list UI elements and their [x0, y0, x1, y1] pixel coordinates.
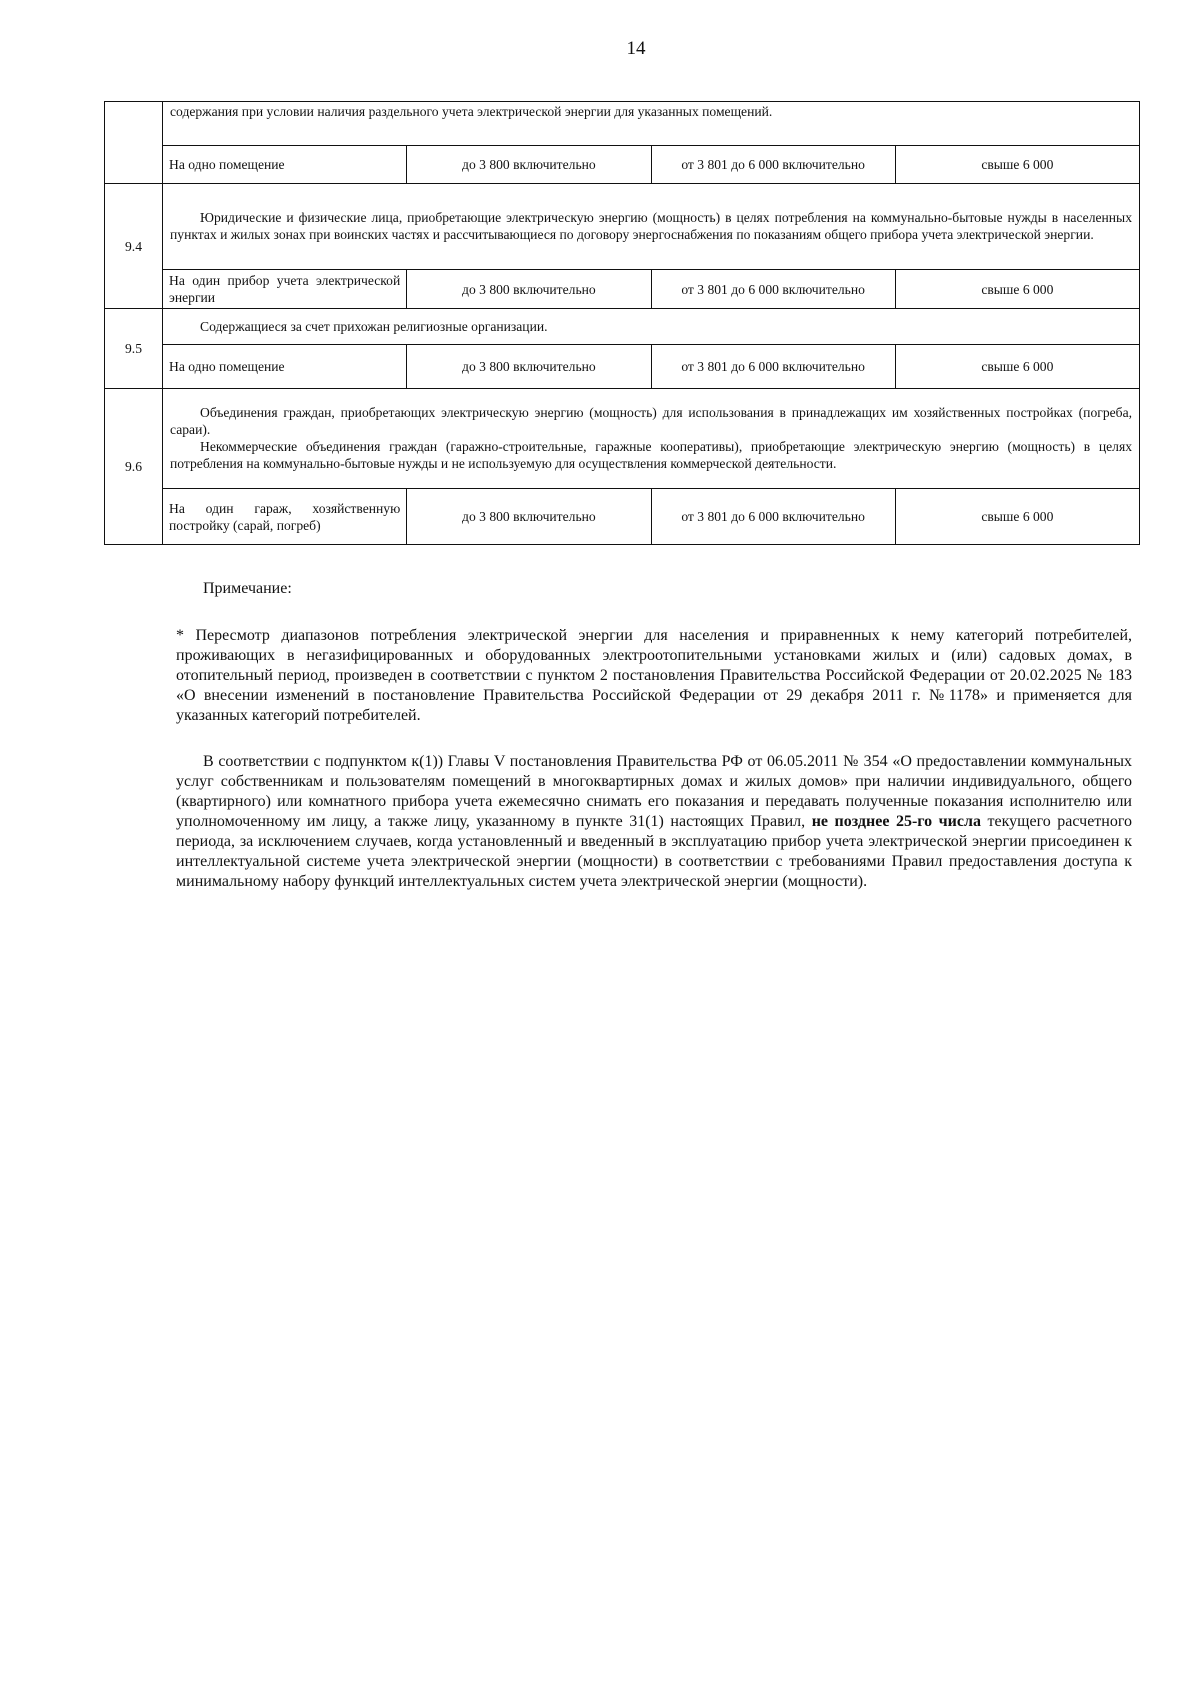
star-note [176, 626, 1132, 726]
table-row [105, 146, 1140, 184]
range-cell-mid: от 3 801 до 6 000 включительно [651, 146, 895, 184]
deadline-bold: не позднее 25-го числа [811, 813, 981, 830]
table-row [105, 102, 1140, 146]
row-description [163, 102, 1140, 146]
row-number-cell: 9.4 [105, 184, 163, 309]
row-number-cell: 9.5 [105, 309, 163, 389]
range-cell-high: свыше 6 000 [895, 489, 1139, 545]
meter-reading-text-end: текущего расчетного периода, за исключением случаев, когда установленный и введенный в эксплуатацию прибор учета электрической энергии присоединен к интеллектуальной системе учета электрической энергии (мощности) в соответствии с требованиями Правил предоставления доступа к минимальному набору функций интеллектуальных систем учета электрической энергии (мощности). [176, 813, 1133, 890]
page-number: 14 [626, 38, 646, 59]
description-text: Юридические и физические лица, приобретающие электрическую энергию (мощность) в целях потребления на коммунально-бытовые нужды в населенных пунктах и жилых зонах при воинских частях и рассчитывающиеся по договору энергоснабжения по показаниям общего прибора учета электрической энергии. [170, 210, 1132, 242]
range-cell-mid: от 3 801 до 6 000 включительно [651, 489, 895, 545]
table-row [105, 184, 1140, 270]
row-description [163, 309, 1140, 345]
range-cell-mid: от 3 801 до 6 000 включительно [651, 270, 895, 309]
star-note-text: * Пересмотр диапазонов потребления электрической энергии для населения и приравненных к нему категорий потребителей, проживающих в негазифицированных и оборудованных электроотопительными установками жилых и (или) садовых домах, в отопительный период, произведен в соответствии с пунктом 2 постановления Правительства Российской Федерации от 20.02.2025 № 183 «О внесении изменений в постановление Правительства Российской Федерации от 29 декабря 2011 г. №1178» и применяется для указанных категорий потребителей. [176, 627, 1132, 724]
category-cell: На один прибор учета электрической энергии [163, 270, 407, 309]
meter-reading-text-start: В соответствии с подпунктом к(1)) Главы V постановления Правительства РФ от 06.05.2011 № 354 «О предоставлении коммунальных услуг собственникам и пользователям помещений в многоквартирных домах и жилых домов» при наличии индивидуального, общего (квартирного) или комнатного прибора учета ежемесячно снимать его показания и передавать полученные показания исполнителю или уполномоченному им лицу, а также лицу, указанному в пункте 31(1) настоящих Правил, [176, 753, 1132, 830]
description-text: Содержащиеся за счет прихожан религиозные организации. [200, 318, 548, 334]
description-text: содержания при условии наличия раздельного учета электрической энергии для указанных помещений. [170, 104, 773, 119]
category-cell: На одно помещение [163, 146, 407, 184]
row-number-cell: 9.6 [105, 389, 163, 545]
description-text: Объединения граждан, приобретающих электрическую энергию (мощность) для использования в принадлежащих им хозяйственных постройках (погреба, сараи). [170, 405, 1132, 437]
range-cell-high: свыше 6 000 [895, 270, 1139, 309]
range-cell-low: до 3 800 включительно [407, 345, 651, 389]
range-cell-high: свыше 6 000 [895, 345, 1139, 389]
table-row [105, 309, 1140, 345]
range-cell-low: до 3 800 включительно [407, 146, 651, 184]
range-cell-low: до 3 800 включительно [407, 489, 651, 545]
table-row [105, 270, 1140, 309]
range-cell-low: до 3 800 включительно [407, 270, 651, 309]
consumption-ranges-table [104, 101, 1140, 545]
range-cell-mid: от 3 801 до 6 000 включительно [651, 345, 895, 389]
row-description [163, 389, 1140, 489]
table-row [105, 345, 1140, 389]
category-cell: На одно помещение [163, 345, 407, 389]
meter-reading-note [176, 752, 1132, 892]
description-text: Некоммерческие объединения граждан (гаражно-строительные, гаражные кооперативы), приобретающие электрическую энергию (мощность) в целях потребления на коммунально-бытовые нужды и не используемую для осуществления коммерческой деятельности. [170, 439, 1132, 471]
note-title: Примечание: [203, 580, 292, 597]
meter-reading-text [176, 752, 1132, 892]
category-cell: На один гараж, хозяйственную постройку (сарай, погреб) [163, 489, 407, 545]
range-cell-high: свыше 6 000 [895, 146, 1139, 184]
row-description [163, 184, 1140, 270]
row-number-cell [105, 102, 163, 184]
table-row [105, 389, 1140, 489]
table-row [105, 489, 1140, 545]
